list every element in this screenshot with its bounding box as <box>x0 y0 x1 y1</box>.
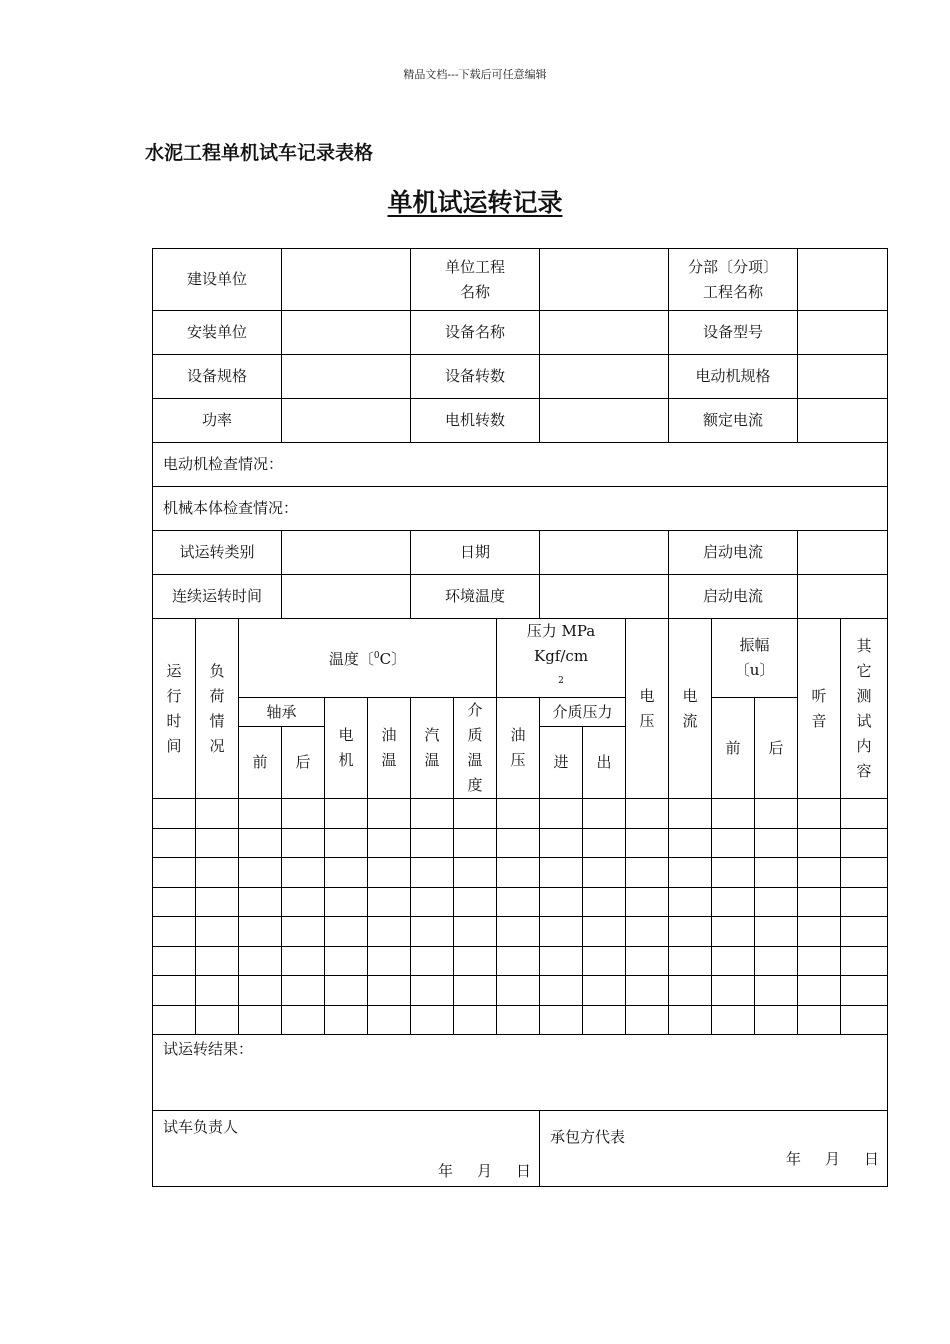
data-row <box>153 887 888 917</box>
record-table <box>152 248 888 1187</box>
data-cell[interactable] <box>626 828 669 858</box>
label-install-unit: 安装单位 <box>153 311 282 355</box>
data-cell[interactable] <box>669 887 712 917</box>
data-cell[interactable] <box>282 799 325 829</box>
data-cell[interactable] <box>454 1005 497 1035</box>
data-cell[interactable] <box>368 858 411 888</box>
data-cell[interactable] <box>798 799 841 829</box>
data-cell[interactable] <box>153 976 196 1006</box>
data-row <box>153 917 888 947</box>
data-cell[interactable] <box>841 858 888 888</box>
data-cell[interactable] <box>282 946 325 976</box>
header-current: 电 流 <box>669 619 712 799</box>
label-equipment-model: 设备型号 <box>669 311 798 355</box>
data-cell[interactable] <box>239 887 282 917</box>
header-medium-temp: 介 质 温 度 <box>454 698 497 799</box>
data-cell[interactable] <box>583 976 626 1006</box>
data-cell[interactable] <box>712 917 755 947</box>
value-trial-type[interactable] <box>282 531 411 575</box>
signature-right-label: 承包方代表 <box>550 1128 626 1146</box>
data-row <box>153 1005 888 1035</box>
label-ambient-temp: 环境温度 <box>411 575 540 619</box>
header-oil-temp: 油 温 <box>368 698 411 799</box>
data-cell[interactable] <box>282 828 325 858</box>
label-motor-spec: 电动机规格 <box>669 355 798 399</box>
data-cell[interactable] <box>239 1005 282 1035</box>
document-subtitle: 水泥工程单机试车记录表格 <box>145 142 374 164</box>
header-bearing-front: 前 <box>239 727 282 799</box>
data-cell[interactable] <box>497 858 540 888</box>
data-cell[interactable] <box>153 799 196 829</box>
data-cell[interactable] <box>626 858 669 888</box>
data-cell[interactable] <box>540 828 583 858</box>
data-cell[interactable] <box>196 917 239 947</box>
data-cell[interactable] <box>798 887 841 917</box>
data-cell[interactable] <box>239 976 282 1006</box>
data-cell[interactable] <box>712 858 755 888</box>
header-inlet: 进 <box>540 727 583 799</box>
data-cell[interactable] <box>669 828 712 858</box>
data-cell[interactable] <box>712 828 755 858</box>
value-equipment-name[interactable] <box>540 311 669 355</box>
header-oil-pressure: 油 压 <box>497 698 540 799</box>
value-equipment-spec[interactable] <box>282 355 411 399</box>
data-cell[interactable] <box>196 828 239 858</box>
data-cell[interactable] <box>282 1005 325 1035</box>
data-cell[interactable] <box>669 946 712 976</box>
data-cell[interactable] <box>497 946 540 976</box>
data-cell[interactable] <box>540 976 583 1006</box>
header-bearing: 轴承 <box>239 698 325 727</box>
header-pressure: 压力 MPa Kgf/cm $^2$ <box>497 619 626 698</box>
data-cell[interactable] <box>583 887 626 917</box>
data-cell[interactable] <box>411 858 454 888</box>
data-cell[interactable] <box>755 917 798 947</box>
data-cell[interactable] <box>540 887 583 917</box>
header-other: 其 它 测 试 内 容 <box>841 619 888 799</box>
header-amp-front: 前 <box>712 698 755 799</box>
label-start-current-2: 启动电流 <box>669 575 798 619</box>
data-cell[interactable] <box>282 858 325 888</box>
data-cell[interactable] <box>325 976 368 1006</box>
value-motor-speed[interactable] <box>540 399 669 443</box>
data-cell[interactable] <box>196 858 239 888</box>
signature-left-label: 试车负责人 <box>163 1118 239 1136</box>
header-temperature: 温度〔$^0$C〕 <box>239 619 497 698</box>
data-cell[interactable] <box>368 799 411 829</box>
data-cell[interactable] <box>239 799 282 829</box>
data-cell[interactable] <box>497 828 540 858</box>
header-motor-temp: 电 机 <box>325 698 368 799</box>
label-rated-current: 额定电流 <box>669 399 798 443</box>
label-equipment-spec: 设备规格 <box>153 355 282 399</box>
data-cell[interactable] <box>669 799 712 829</box>
data-cell[interactable] <box>712 799 755 829</box>
data-cell[interactable] <box>755 946 798 976</box>
data-cell[interactable] <box>497 976 540 1006</box>
data-cell[interactable] <box>798 976 841 1006</box>
data-cell[interactable] <box>841 946 888 976</box>
data-cell[interactable] <box>497 1005 540 1035</box>
header-amplitude: 振幅 〔u〕 <box>712 619 798 698</box>
value-start-current-2[interactable] <box>798 575 888 619</box>
data-cell[interactable] <box>196 1005 239 1035</box>
data-cell[interactable] <box>239 917 282 947</box>
data-cell[interactable] <box>712 887 755 917</box>
data-cell[interactable] <box>712 946 755 976</box>
data-cell[interactable] <box>411 917 454 947</box>
data-cell[interactable] <box>540 946 583 976</box>
data-cell[interactable] <box>196 887 239 917</box>
data-cell[interactable] <box>454 917 497 947</box>
data-cell[interactable] <box>368 1005 411 1035</box>
data-cell[interactable] <box>454 799 497 829</box>
data-cell[interactable] <box>841 1005 888 1035</box>
data-cell[interactable] <box>626 946 669 976</box>
motor-check-field[interactable]: 电动机检查情况： <box>153 443 888 487</box>
data-cell[interactable] <box>325 887 368 917</box>
data-cell[interactable] <box>325 946 368 976</box>
data-cell[interactable] <box>325 858 368 888</box>
label-construction-unit: 建设单位 <box>153 249 282 311</box>
data-cell[interactable] <box>282 917 325 947</box>
data-cell[interactable] <box>841 917 888 947</box>
data-cell[interactable] <box>755 858 798 888</box>
value-construction-unit[interactable] <box>282 249 411 311</box>
value-equipment-model[interactable] <box>798 311 888 355</box>
data-cell[interactable] <box>712 1005 755 1035</box>
data-cell[interactable] <box>540 917 583 947</box>
document-title: 单机试运转记录 <box>387 188 563 217</box>
label-trial-type: 试运转类别 <box>153 531 282 575</box>
data-row <box>153 946 888 976</box>
data-cell[interactable] <box>282 976 325 1006</box>
header-note: 精品文档---下载后可任意编辑 <box>403 68 547 81</box>
label-motor-speed: 电机转数 <box>411 399 540 443</box>
data-cell[interactable] <box>411 976 454 1006</box>
data-cell[interactable] <box>411 828 454 858</box>
data-cell[interactable] <box>368 946 411 976</box>
label-start-current: 启动电流 <box>669 531 798 575</box>
data-cell[interactable] <box>798 946 841 976</box>
data-cell[interactable] <box>669 917 712 947</box>
data-cell[interactable] <box>454 858 497 888</box>
data-cell[interactable] <box>454 887 497 917</box>
data-cell[interactable] <box>153 1005 196 1035</box>
data-cell[interactable] <box>411 887 454 917</box>
data-cell[interactable] <box>626 887 669 917</box>
data-cell[interactable] <box>497 917 540 947</box>
label-sub-project: 分部〔分项〕 工程名称 <box>669 249 798 311</box>
value-ambient-temp[interactable] <box>540 575 669 619</box>
header-bearing-rear: 后 <box>282 727 325 799</box>
data-cell[interactable] <box>798 828 841 858</box>
data-cell[interactable] <box>196 946 239 976</box>
trial-result-field[interactable] <box>153 1035 888 1111</box>
data-cell[interactable] <box>497 799 540 829</box>
data-cell[interactable] <box>325 799 368 829</box>
data-cell[interactable] <box>583 858 626 888</box>
data-cell[interactable] <box>669 1005 712 1035</box>
data-cell[interactable] <box>325 917 368 947</box>
value-continuous-time[interactable] <box>282 575 411 619</box>
mechanical-check-field[interactable]: 机械本体检查情况： <box>153 487 888 531</box>
data-cell[interactable] <box>755 1005 798 1035</box>
data-row <box>153 858 888 888</box>
header-voltage: 电 压 <box>626 619 669 799</box>
header-steam-temp: 汽 温 <box>411 698 454 799</box>
data-cell[interactable] <box>755 887 798 917</box>
data-cell[interactable] <box>669 976 712 1006</box>
value-power[interactable] <box>282 399 411 443</box>
value-install-unit[interactable] <box>282 311 411 355</box>
data-row <box>153 828 888 858</box>
label-equipment-name: 设备名称 <box>411 311 540 355</box>
signature-right-date: 年 月 日 <box>786 1150 880 1168</box>
data-cell[interactable] <box>755 976 798 1006</box>
data-cell[interactable] <box>411 946 454 976</box>
data-cell[interactable] <box>325 1005 368 1035</box>
data-cell[interactable] <box>153 887 196 917</box>
signature-left[interactable] <box>153 1111 540 1187</box>
data-rows <box>153 799 888 1035</box>
data-cell[interactable] <box>626 917 669 947</box>
value-motor-spec[interactable] <box>798 355 888 399</box>
label-unit-project: 单位工程 名称 <box>411 249 540 311</box>
data-cell[interactable] <box>841 799 888 829</box>
data-cell[interactable] <box>411 799 454 829</box>
data-cell[interactable] <box>282 887 325 917</box>
data-cell[interactable] <box>755 828 798 858</box>
value-date[interactable] <box>540 531 669 575</box>
data-cell[interactable] <box>841 976 888 1006</box>
header-load: 负 荷 情 况 <box>196 619 239 799</box>
label-power: 功率 <box>153 399 282 443</box>
data-row <box>153 799 888 829</box>
data-cell[interactable] <box>368 976 411 1006</box>
data-cell[interactable] <box>798 917 841 947</box>
header-amp-rear: 后 <box>755 698 798 799</box>
data-cell[interactable] <box>626 976 669 1006</box>
data-cell[interactable] <box>755 799 798 829</box>
signature-right[interactable] <box>540 1111 888 1187</box>
data-cell[interactable] <box>583 799 626 829</box>
data-cell[interactable] <box>454 828 497 858</box>
value-unit-project[interactable] <box>540 249 669 311</box>
data-cell[interactable] <box>153 828 196 858</box>
header-run-time: 运 行 时 间 <box>153 619 196 799</box>
data-cell[interactable] <box>712 976 755 1006</box>
data-cell[interactable] <box>239 828 282 858</box>
data-row <box>153 976 888 1006</box>
header-outlet: 出 <box>583 727 626 799</box>
data-cell[interactable] <box>153 917 196 947</box>
trial-result-label: 试运转结果： <box>163 1040 254 1058</box>
data-cell[interactable] <box>798 858 841 888</box>
data-cell[interactable] <box>583 946 626 976</box>
data-cell[interactable] <box>153 858 196 888</box>
signature-left-date: 年 月 日 <box>437 1162 532 1180</box>
value-sub-project[interactable] <box>798 249 888 311</box>
data-cell[interactable] <box>368 887 411 917</box>
label-date: 日期 <box>411 531 540 575</box>
data-cell[interactable] <box>368 917 411 947</box>
data-cell[interactable] <box>540 858 583 888</box>
data-cell[interactable] <box>411 1005 454 1035</box>
data-cell[interactable] <box>626 1005 669 1035</box>
data-cell[interactable] <box>841 828 888 858</box>
data-cell[interactable] <box>368 828 411 858</box>
data-cell[interactable] <box>583 828 626 858</box>
header-medium-pressure: 介质压力 <box>540 698 626 727</box>
data-cell[interactable] <box>583 1005 626 1035</box>
value-start-current[interactable] <box>798 531 888 575</box>
data-cell[interactable] <box>325 828 368 858</box>
data-cell[interactable] <box>626 799 669 829</box>
data-cell[interactable] <box>540 799 583 829</box>
data-cell[interactable] <box>454 946 497 976</box>
value-rated-current[interactable] <box>798 399 888 443</box>
data-cell[interactable] <box>196 976 239 1006</box>
data-cell[interactable] <box>669 858 712 888</box>
data-cell[interactable] <box>583 917 626 947</box>
header-listen: 听 音 <box>798 619 841 799</box>
data-cell[interactable] <box>196 799 239 829</box>
data-cell[interactable] <box>540 1005 583 1035</box>
data-cell[interactable] <box>239 946 282 976</box>
data-cell[interactable] <box>239 858 282 888</box>
label-equipment-speed: 设备转数 <box>411 355 540 399</box>
data-cell[interactable] <box>841 887 888 917</box>
value-equipment-speed[interactable] <box>540 355 669 399</box>
data-cell[interactable] <box>497 887 540 917</box>
label-continuous-time: 连续运转时间 <box>153 575 282 619</box>
data-cell[interactable] <box>454 976 497 1006</box>
data-cell[interactable] <box>153 946 196 976</box>
data-cell[interactable] <box>798 1005 841 1035</box>
